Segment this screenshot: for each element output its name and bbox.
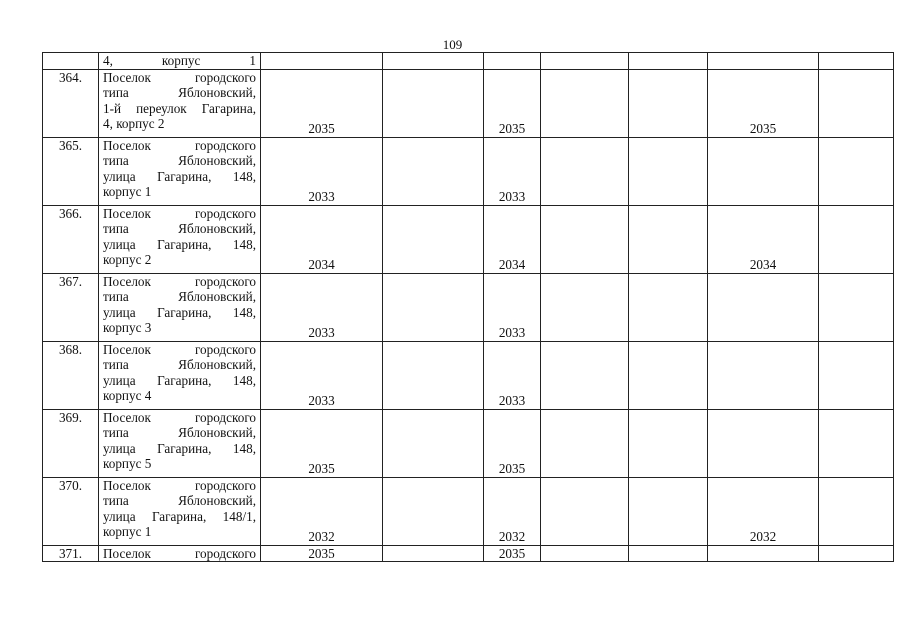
address-line: типа Яблоновский, xyxy=(103,425,256,440)
cell-value: 2035 xyxy=(484,69,541,137)
cell-value xyxy=(819,69,894,137)
cell-num: 365. xyxy=(43,137,99,205)
cell-value xyxy=(541,273,629,341)
address-line: типа Яблоновский, xyxy=(103,153,256,168)
cell-value xyxy=(541,53,629,70)
cell-address: 4, корпус 1 xyxy=(99,53,261,70)
cell-value xyxy=(484,53,541,70)
cell-value xyxy=(629,341,708,409)
cell-value xyxy=(629,205,708,273)
address-line: улица Гагарина, 148, xyxy=(103,440,256,456)
cell-value xyxy=(708,53,819,70)
cell-value: 2033 xyxy=(261,137,383,205)
cell-value xyxy=(708,137,819,205)
address-line: Поселок городского xyxy=(103,137,256,153)
cell-num: 366. xyxy=(43,205,99,273)
cell-value xyxy=(708,341,819,409)
cell-value: 2032 xyxy=(484,477,541,545)
address-line: корпус 5 xyxy=(103,456,152,471)
cell-value xyxy=(383,545,484,562)
table-row xyxy=(43,477,894,545)
cell-value xyxy=(383,137,484,205)
cell-value xyxy=(819,205,894,273)
table-row xyxy=(43,409,894,477)
cell-value xyxy=(541,477,629,545)
schedule-table xyxy=(42,52,894,562)
cell-num: 369. xyxy=(43,409,99,477)
cell-value xyxy=(383,53,484,70)
cell-value xyxy=(541,545,629,562)
cell-value xyxy=(629,545,708,562)
address-line: корпус 2 xyxy=(103,252,152,267)
cell-num: 367. xyxy=(43,273,99,341)
address-line: улица Гагарина, 148, xyxy=(103,372,256,388)
cell-value xyxy=(629,137,708,205)
address-line: 4, корпус 2 xyxy=(103,116,165,131)
address-line: корпус 4 xyxy=(103,388,152,403)
cell-num: 368. xyxy=(43,341,99,409)
cell-value xyxy=(541,341,629,409)
cell-value xyxy=(819,409,894,477)
cell-num: 370. xyxy=(43,477,99,545)
cell-value xyxy=(383,477,484,545)
cell-value xyxy=(541,205,629,273)
cell-value: 2035 xyxy=(261,545,383,562)
cell-value xyxy=(629,409,708,477)
address-line: Поселок городского xyxy=(103,205,256,221)
address-line: Поселок городского xyxy=(103,273,256,289)
address-line: улица Гагарина, 148, xyxy=(103,236,256,252)
cell-address xyxy=(99,137,261,205)
cell-num: 364. xyxy=(43,69,99,137)
cell-num: 371. xyxy=(43,545,99,562)
table-row xyxy=(43,137,894,205)
address-line: улица Гагарина, 148/1, xyxy=(103,508,256,524)
table-row xyxy=(43,69,894,137)
cell-address xyxy=(99,273,261,341)
address-line: типа Яблоновский, xyxy=(103,493,256,508)
cell-value: 2035 xyxy=(261,409,383,477)
table-row xyxy=(43,545,894,562)
cell-value xyxy=(383,205,484,273)
page-number: 109 xyxy=(442,37,463,52)
cell-value xyxy=(541,409,629,477)
address-line: 1-й переулок Гагарина, xyxy=(103,100,256,116)
address-line: Поселок городского xyxy=(103,341,256,357)
cell-value xyxy=(629,477,708,545)
cell-value xyxy=(819,137,894,205)
cell-address xyxy=(99,409,261,477)
cell-value xyxy=(383,341,484,409)
cell-address xyxy=(99,477,261,545)
cell-value: 2033 xyxy=(484,137,541,205)
address-line: Поселок городского xyxy=(103,69,256,85)
cell-value xyxy=(629,53,708,70)
table-row xyxy=(43,341,894,409)
cell-value xyxy=(819,273,894,341)
cell-value: 2034 xyxy=(261,205,383,273)
cell-value xyxy=(819,341,894,409)
cell-value: 2035 xyxy=(484,545,541,562)
cell-value xyxy=(708,273,819,341)
cell-value xyxy=(819,53,894,70)
cell-value xyxy=(819,477,894,545)
cell-value xyxy=(383,409,484,477)
address-line: типа Яблоновский, xyxy=(103,85,256,100)
cell-address xyxy=(99,69,261,137)
cell-value xyxy=(629,273,708,341)
table-row-continued xyxy=(43,53,894,70)
address-line: типа Яблоновский, xyxy=(103,289,256,304)
cell-value: 2033 xyxy=(484,273,541,341)
cell-value: 2032 xyxy=(708,477,819,545)
cell-value xyxy=(708,545,819,562)
cell-value xyxy=(261,53,383,70)
cell-value: 2033 xyxy=(484,341,541,409)
cell-value: 2034 xyxy=(484,205,541,273)
address-line: корпус 1 xyxy=(103,524,152,539)
cell-value xyxy=(708,409,819,477)
address-line: типа Яблоновский, xyxy=(103,221,256,236)
cell-value: 2032 xyxy=(261,477,383,545)
address-line: улица Гагарина, 148, xyxy=(103,168,256,184)
cell-address xyxy=(99,205,261,273)
address-line: улица Гагарина, 148, xyxy=(103,304,256,320)
cell-num xyxy=(43,53,99,70)
cell-value: 2033 xyxy=(261,273,383,341)
cell-value xyxy=(383,273,484,341)
cell-value xyxy=(383,69,484,137)
table-row xyxy=(43,273,894,341)
address-line: корпус 1 xyxy=(103,184,152,199)
cell-value xyxy=(819,545,894,562)
address-line: Поселок городского xyxy=(103,409,256,425)
cell-value xyxy=(629,69,708,137)
cell-address: Поселок городского xyxy=(99,545,261,562)
address-line: Поселок городского xyxy=(103,477,256,493)
table-row xyxy=(43,205,894,273)
cell-address xyxy=(99,341,261,409)
cell-value xyxy=(541,137,629,205)
cell-value xyxy=(541,69,629,137)
address-line: корпус 3 xyxy=(103,320,152,335)
cell-value: 2033 xyxy=(261,341,383,409)
table-body xyxy=(43,53,894,562)
address-line: типа Яблоновский, xyxy=(103,357,256,372)
cell-value: 2035 xyxy=(708,69,819,137)
cell-value: 2034 xyxy=(708,205,819,273)
cell-value: 2035 xyxy=(261,69,383,137)
cell-value: 2035 xyxy=(484,409,541,477)
